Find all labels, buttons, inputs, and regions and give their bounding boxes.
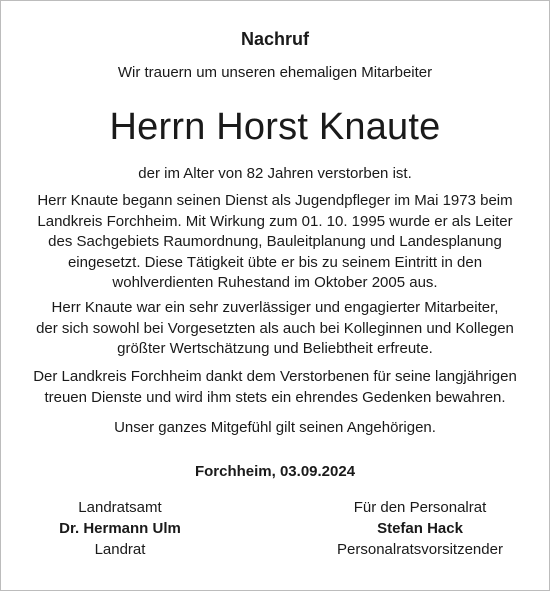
signature-name: Stefan Hack — [377, 520, 463, 537]
paragraph-line: treuen Dienste und wird ihm stets ein ehrendes Gedenken bewahren. — [44, 388, 506, 406]
signature-block-left — [0, 497, 240, 560]
signature-title: Landrat — [94, 541, 146, 558]
paragraph-thanks — [20, 367, 530, 408]
paragraph-condolence — [20, 418, 530, 439]
place-date: Forchheim, 03.09.2024 — [194, 463, 356, 480]
deceased-name: Herrn Horst Knaute — [109, 106, 441, 148]
paragraph-line: eingesetzt. Diese Tätigkeit übte er bis zu seinem Eintritt in den — [67, 253, 483, 271]
signature-block-right — [300, 497, 540, 560]
paragraph-line: des Sachgebiets Raumordnung, Bauleitplanung und Landesplanung — [48, 233, 502, 250]
paragraph-line: Der Landkreis Forchheim dankt dem Verstorbenen für seine langjährigen — [33, 368, 517, 385]
signature-title: Personalratsvorsitzender — [337, 541, 503, 558]
paragraph-line: wohlverdienten Ruhestand im Oktober 2005 aus. — [112, 274, 438, 291]
signature-org: Landratsamt — [78, 499, 162, 516]
notice-heading: Nachruf — [240, 29, 309, 49]
paragraph-career — [20, 191, 530, 294]
paragraph-character — [20, 298, 530, 360]
paragraph-line: Unser ganzes Mitgefühl gilt seinen Angehörigen. — [114, 419, 436, 436]
age-line: der im Alter von 82 Jahren verstorben ist. — [138, 165, 412, 182]
paragraph-line: Herr Knaute war ein sehr zuverlässiger und engagierter Mitarbeiter, — [51, 299, 499, 316]
intro-line: Wir trauern um unseren ehemaligen Mitarbeiter — [117, 64, 433, 81]
paragraph-line: der sich sowohl bei Vorgesetzten als auch bei Kolleginnen und Kollegen — [36, 319, 514, 337]
paragraph-line: Herr Knaute begann seinen Dienst als Jugendpfleger im Mai 1973 beim — [37, 192, 513, 209]
paragraph-line: größter Wertschätzung und Beliebtheit erfreute. — [117, 340, 433, 357]
signature-name: Dr. Hermann Ulm — [59, 520, 181, 537]
signature-org: Für den Personalrat — [353, 499, 487, 516]
paragraph-line: Landkreis Forchheim. Mit Wirkung zum 01. 10. 1995 wurde er als Leiter — [37, 212, 513, 230]
